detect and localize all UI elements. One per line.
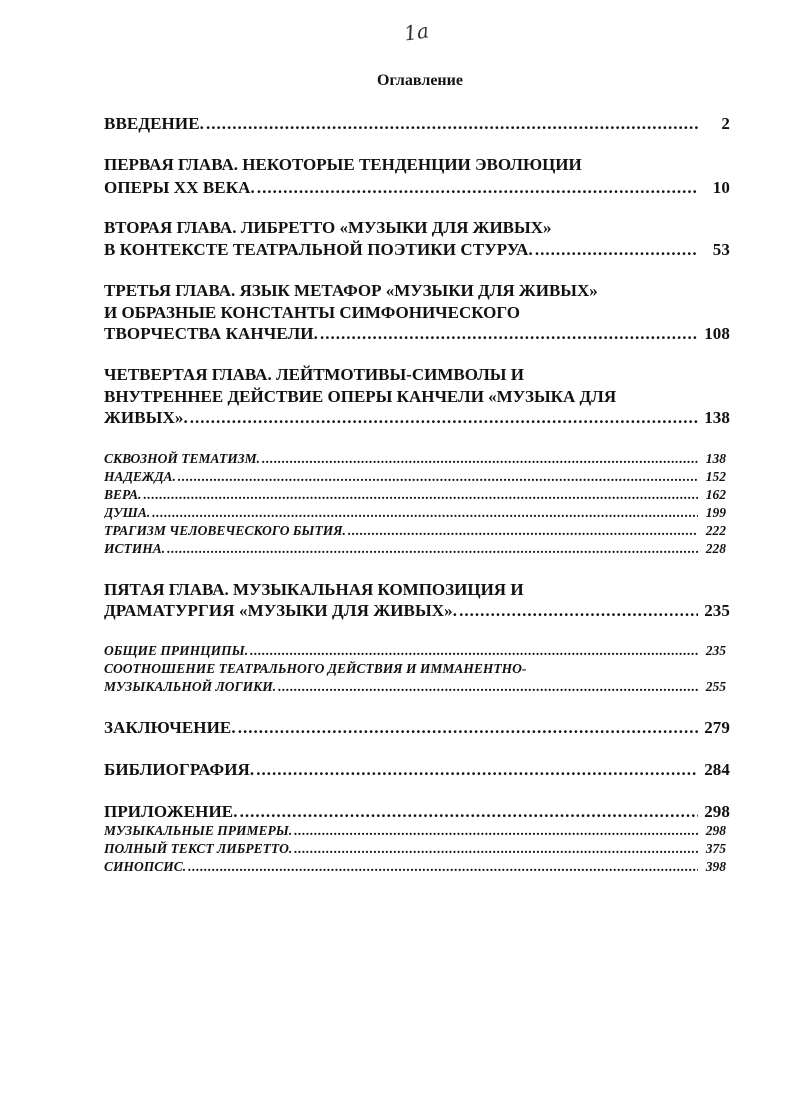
dot-leader	[294, 823, 698, 839]
toc-page-number: 235	[705, 643, 726, 658]
dot-leader	[178, 469, 698, 485]
dot-leader	[278, 679, 698, 695]
toc-section-entry	[104, 643, 726, 659]
toc-chapter-4-title-line-1: ЧЕТВЕРТАЯ ГЛАВА. ЛЕЙТМОТИВЫ-СИМВОЛЫ И	[104, 365, 524, 384]
toc-entry-title: ВВЕДЕНИЕ.	[104, 114, 204, 133]
toc-entry-chapter-4	[104, 408, 730, 428]
toc-page-number: 162	[705, 487, 726, 502]
toc-chapter-4-title-line-2: ВНУТРЕННЕЕ ДЕЙСТВИЕ ОПЕРЫ КАНЧЕЛИ «МУЗЫКА ДЛЯ	[104, 387, 617, 406]
toc-page-number: 199	[705, 505, 726, 520]
toc-section-title: НАДЕЖДА.	[104, 469, 176, 484]
toc-entry-conclusion	[104, 718, 730, 738]
dot-leader	[152, 505, 698, 521]
toc-section-title: ИСТИНА.	[104, 541, 166, 556]
dot-leader	[348, 523, 698, 539]
toc-page-number: 298	[705, 823, 726, 838]
toc-entry-title: ДРАМАТУРГИЯ «МУЗЫКИ ДЛЯ ЖИВЫХ».	[104, 601, 458, 620]
dot-leader	[262, 451, 698, 467]
dot-leader	[188, 859, 698, 875]
dot-leader	[320, 324, 698, 344]
toc-entry-title: В КОНТЕКСТЕ ТЕАТРАЛЬНОЙ ПОЭТИКИ СТУРУА.	[104, 240, 533, 259]
dot-leader	[535, 240, 698, 260]
toc-page-number: 235	[704, 601, 730, 620]
toc-chapter-5-title-line-1: ПЯТАЯ ГЛАВА. МУЗЫКАЛЬНАЯ КОМПОЗИЦИЯ И	[104, 580, 524, 599]
toc-entry-appendix	[104, 802, 730, 822]
toc-page-number: 152	[705, 469, 726, 484]
toc-section-title: СКВОЗНОЙ ТЕМАТИЗМ.	[104, 451, 261, 466]
toc-entry-bibliography	[104, 760, 730, 780]
toc-entry-chapter-5	[104, 601, 730, 621]
toc-section-entry	[104, 487, 726, 503]
toc-section-title: МУЗЫКАЛЬНОЙ ЛОГИКИ.	[104, 679, 277, 694]
toc-heading: Оглавление	[377, 72, 463, 89]
toc-section-title: ДУША.	[104, 505, 151, 520]
toc-entry-chapter-1	[104, 178, 730, 198]
toc-section-entry	[104, 523, 726, 539]
toc-entry-title: ОПЕРЫ XX ВЕКА.	[104, 178, 255, 197]
toc-section-entry	[104, 859, 726, 875]
toc-section-entry	[104, 823, 726, 839]
toc-page-number: 255	[705, 679, 726, 694]
toc-section-title: ОБЩИЕ ПРИНЦИПЫ.	[104, 643, 249, 658]
toc-section-title: ВЕРА.	[104, 487, 142, 502]
toc-page-number: 53	[712, 240, 730, 259]
toc-chapter-1-title-line-1: ПЕРВАЯ ГЛАВА. НЕКОТОРЫЕ ТЕНДЕНЦИИ ЭВОЛЮЦИИ	[104, 155, 582, 174]
toc-entry-title: ТВОРЧЕСТВА КАНЧЕЛИ.	[104, 324, 318, 343]
handwritten-page-mark: 1а	[402, 18, 431, 46]
toc-page-number: 2	[721, 114, 730, 133]
toc-page-number: 222	[705, 523, 726, 538]
dot-leader	[257, 178, 698, 198]
toc-chapter-2-title-line-1: ВТОРАЯ ГЛАВА. ЛИБРЕТТО «МУЗЫКИ ДЛЯ ЖИВЫХ»	[104, 218, 552, 237]
toc-page-number: 138	[705, 451, 726, 466]
toc-page-number: 228	[705, 541, 726, 556]
toc-page-number: 284	[704, 760, 730, 779]
dot-leader	[238, 718, 698, 738]
toc-entry-title: БИБЛИОГРАФИЯ.	[104, 760, 255, 779]
toc-section-title: ПОЛНЫЙ ТЕКСТ ЛИБРЕТТО.	[104, 841, 293, 856]
toc-section-entry	[104, 679, 726, 695]
dot-leader	[143, 487, 698, 503]
toc-entry-title: ЗАКЛЮЧЕНИЕ.	[104, 718, 236, 737]
toc-page-number: 279	[704, 718, 730, 737]
dot-leader	[167, 541, 698, 557]
toc-page-number: 10	[712, 178, 730, 197]
toc-chapter-3-title-line-2: И ОБРАЗНЫЕ КОНСТАНТЫ СИМФОНИЧЕСКОГО	[104, 303, 521, 322]
toc-section-entry	[104, 505, 726, 521]
toc-chapter-3-title-line-1: ТРЕТЬЯ ГЛАВА. ЯЗЫК МЕТАФОР «МУЗЫКИ ДЛЯ ЖИВЫХ»	[104, 281, 598, 300]
toc-page-number: 398	[705, 859, 726, 874]
toc-entry-chapter-3	[104, 324, 730, 344]
dot-leader	[250, 643, 698, 659]
dot-leader	[240, 802, 698, 822]
dot-leader	[294, 841, 698, 857]
toc-section-title: МУЗЫКАЛЬНЫЕ ПРИМЕРЫ.	[104, 823, 293, 838]
toc-page-number: 298	[704, 802, 730, 821]
toc-section-entry	[104, 451, 726, 467]
dot-leader	[256, 760, 698, 780]
dot-leader	[459, 601, 698, 621]
dot-leader	[206, 114, 698, 134]
toc-section-title: ТРАГИЗМ ЧЕЛОВЕЧЕСКОГО БЫТИЯ.	[104, 523, 346, 538]
toc-section-entry	[104, 469, 726, 485]
toc-entry-introduction	[104, 114, 730, 134]
toc-entry-title: ЖИВЫХ».	[104, 408, 188, 427]
toc-section-title: СИНОПСИС.	[104, 859, 187, 874]
dot-leader	[190, 408, 698, 428]
toc-entry-chapter-2	[104, 240, 730, 260]
toc-page-number: 138	[704, 408, 730, 427]
toc-page-number: 108	[704, 324, 730, 343]
toc-page-number: 375	[705, 841, 726, 856]
toc-section-title-line: СООТНОШЕНИЕ ТЕАТРАЛЬНОГО ДЕЙСТВИЯ И ИММАНЕНТНО-	[104, 661, 527, 676]
toc-section-entry	[104, 841, 726, 857]
toc-entry-title: ПРИЛОЖЕНИЕ.	[104, 802, 238, 821]
toc-section-entry	[104, 541, 726, 557]
